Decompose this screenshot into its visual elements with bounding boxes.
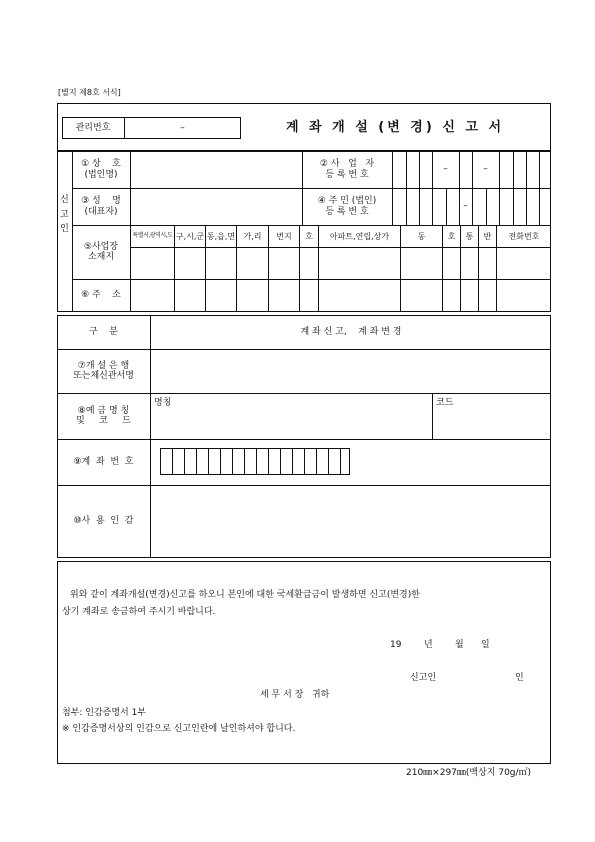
date-year-prefix: 19 — [390, 640, 402, 650]
management-number-label: 관리번호 — [75, 122, 111, 133]
deposit-code-sub-label: 코드 — [436, 398, 454, 408]
deposit-name-label: ⑧예 금 명 칭 및 코 드 — [76, 405, 131, 426]
business-address-field[interactable] — [131, 248, 551, 279]
business-registration-dash: – — [443, 164, 448, 175]
address-header-tong: 통 — [465, 231, 474, 241]
address-field[interactable] — [131, 280, 551, 312]
applicant-side-label: 신 고 인 — [60, 195, 69, 235]
trade-name-field[interactable] — [131, 152, 301, 188]
address-header-ban: 반 — [483, 231, 492, 241]
address-header-ho: 호 — [447, 231, 456, 241]
resident-registration-field[interactable] — [392, 188, 551, 225]
note-text: ※ 인감증명서상의 인감으로 신고인란에 날인하셔야 합니다. — [62, 724, 296, 734]
trade-name-label: ① 상 호 (법인명) — [81, 159, 121, 180]
business-address-label: ⑤사업장 소재지 — [83, 241, 119, 262]
resident-registration-label: ④ 주 민 (법인) 등 록 번 호 — [317, 196, 377, 217]
address-header-number: 호 — [305, 231, 313, 241]
address-header-village: 가,리 — [243, 231, 262, 241]
seal-field[interactable] — [151, 486, 551, 558]
address-header-lot: 번지 — [276, 231, 292, 241]
date-month-unit: 월 — [455, 640, 464, 650]
deposit-name-sub-label: 명칭 — [154, 398, 172, 408]
account-number-field[interactable] — [160, 448, 350, 475]
paper-spec-footer: 210㎜×297㎜(백상지 70g/㎡) — [406, 768, 532, 778]
declaration-text-line2: 상기 계좌로 송금하여 주시기 바랍니다. — [62, 607, 216, 617]
deposit-name-field[interactable] — [151, 410, 431, 438]
account-number-label: ⑨계 좌 번 호 — [73, 456, 134, 467]
business-registration-label: ② 사 업 자 등 록 번 호 — [319, 159, 375, 180]
declaration-text-line1: 위와 같이 계좌개설(변경)신고를 하오니 본인에 대한 국세환급금이 발생하면 신고(변경)한 — [70, 590, 420, 600]
date-day-unit: 일 — [481, 640, 490, 650]
date-month-field[interactable] — [437, 638, 453, 652]
category-value: 계 좌 신 고, 계 좌 변 경 — [300, 326, 402, 337]
business-registration-dash: – — [483, 164, 488, 175]
management-number-field[interactable]: – — [180, 122, 185, 133]
seal-mark: 인 — [515, 673, 524, 683]
form-number-label: [별지 제8호 서식] — [58, 88, 121, 97]
attachment-label: 첨부: 인감증명서 1부 — [62, 708, 147, 718]
bank-label: ⑦개 설 은 행 또는체신관서명 — [73, 360, 134, 381]
address-header-dong: 동 — [417, 231, 426, 241]
address-header-district: 구,시,군 — [175, 231, 205, 241]
business-registration-field[interactable] — [392, 151, 551, 188]
date-year-field[interactable] — [403, 638, 423, 652]
tax-office-name-field[interactable] — [190, 688, 256, 702]
date-year-unit: 년 — [424, 640, 433, 650]
address-header-province: 특별시,광역시,도 — [132, 232, 173, 240]
address-header-phone: 전화번호 — [508, 231, 540, 241]
reporter-label: 신고인 — [410, 673, 437, 683]
category-label: 구 분 — [89, 326, 118, 337]
address-header-building: 아파트,연립,상가 — [329, 231, 390, 241]
resident-registration-dash: – — [463, 201, 468, 212]
representative-name-field[interactable] — [131, 189, 301, 225]
date-day-field[interactable] — [468, 638, 480, 652]
address-header-town: 동,읍,면 — [206, 231, 236, 241]
bank-field[interactable] — [151, 350, 551, 393]
seal-label: ⑩사 용 인 감 — [73, 516, 134, 527]
deposit-code-field[interactable] — [433, 410, 551, 438]
address-label: ⑥ 주 소 — [81, 290, 121, 301]
form-title: 계 좌 개 설 (변 경) 신 고 서 — [285, 119, 505, 135]
addressee-label: 세 무 서 장 귀하 — [260, 690, 330, 700]
representative-name-label: ③ 성 명 (대표자) — [81, 196, 121, 217]
reporter-name-field[interactable] — [440, 670, 512, 684]
